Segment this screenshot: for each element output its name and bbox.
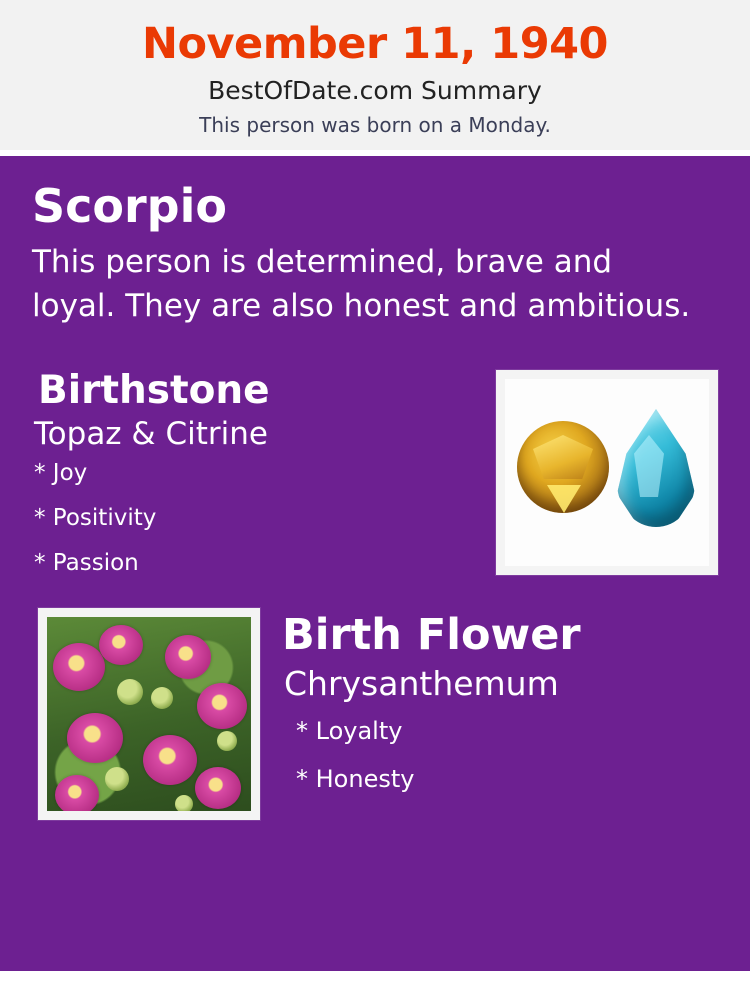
zodiac-section [32, 178, 718, 328]
page-title: November 11, 1940 [142, 19, 608, 69]
citrine-gem-icon [517, 421, 609, 513]
birth-flower-trait: * Loyalty [296, 716, 403, 745]
birth-flower-title: Birth Flower [282, 609, 581, 660]
topaz-gem-icon [617, 409, 695, 527]
birthstone-trait: * Passion [34, 549, 139, 576]
birthstone-names: Topaz & Citrine [34, 415, 268, 452]
birthstone-title: Birthstone [38, 367, 270, 413]
birth-flower-section [32, 608, 718, 823]
birth-flower-text [282, 608, 718, 791]
bud-icon [105, 767, 129, 791]
bloom-icon [197, 683, 247, 729]
bloom-icon [67, 713, 123, 763]
birthstone-trait: * Positivity [34, 504, 157, 531]
birth-flower-image-frame [38, 608, 260, 820]
site-summary-label: BestOfDate.com Summary [208, 76, 542, 106]
birthstone-gems-icon [505, 379, 709, 566]
bloom-icon [195, 767, 241, 809]
birthstone-section [32, 367, 718, 590]
zodiac-description: This person is determined, brave and loyal. They are also honest and ambitious. [32, 243, 691, 324]
card-header [0, 0, 750, 150]
bud-icon [117, 679, 143, 705]
born-day-text: This person was born on a Monday. [199, 112, 551, 137]
birthstone-text [32, 367, 472, 576]
zodiac-sign-title: Scorpio [32, 178, 227, 233]
bud-icon [151, 687, 173, 709]
bloom-icon [99, 625, 143, 665]
birthstone-trait: * Joy [34, 459, 88, 486]
card-body [0, 156, 750, 971]
bloom-icon [165, 635, 211, 679]
bud-icon [175, 795, 193, 811]
birthstone-image-frame [496, 370, 718, 575]
bloom-icon [55, 775, 99, 811]
birth-flower-name: Chrysanthemum [284, 664, 559, 704]
bud-icon [217, 731, 237, 751]
bloom-icon [143, 735, 197, 785]
chrysanthemum-photo-icon [47, 617, 251, 811]
bloom-icon [53, 643, 105, 691]
birth-flower-trait: * Honesty [296, 764, 415, 793]
